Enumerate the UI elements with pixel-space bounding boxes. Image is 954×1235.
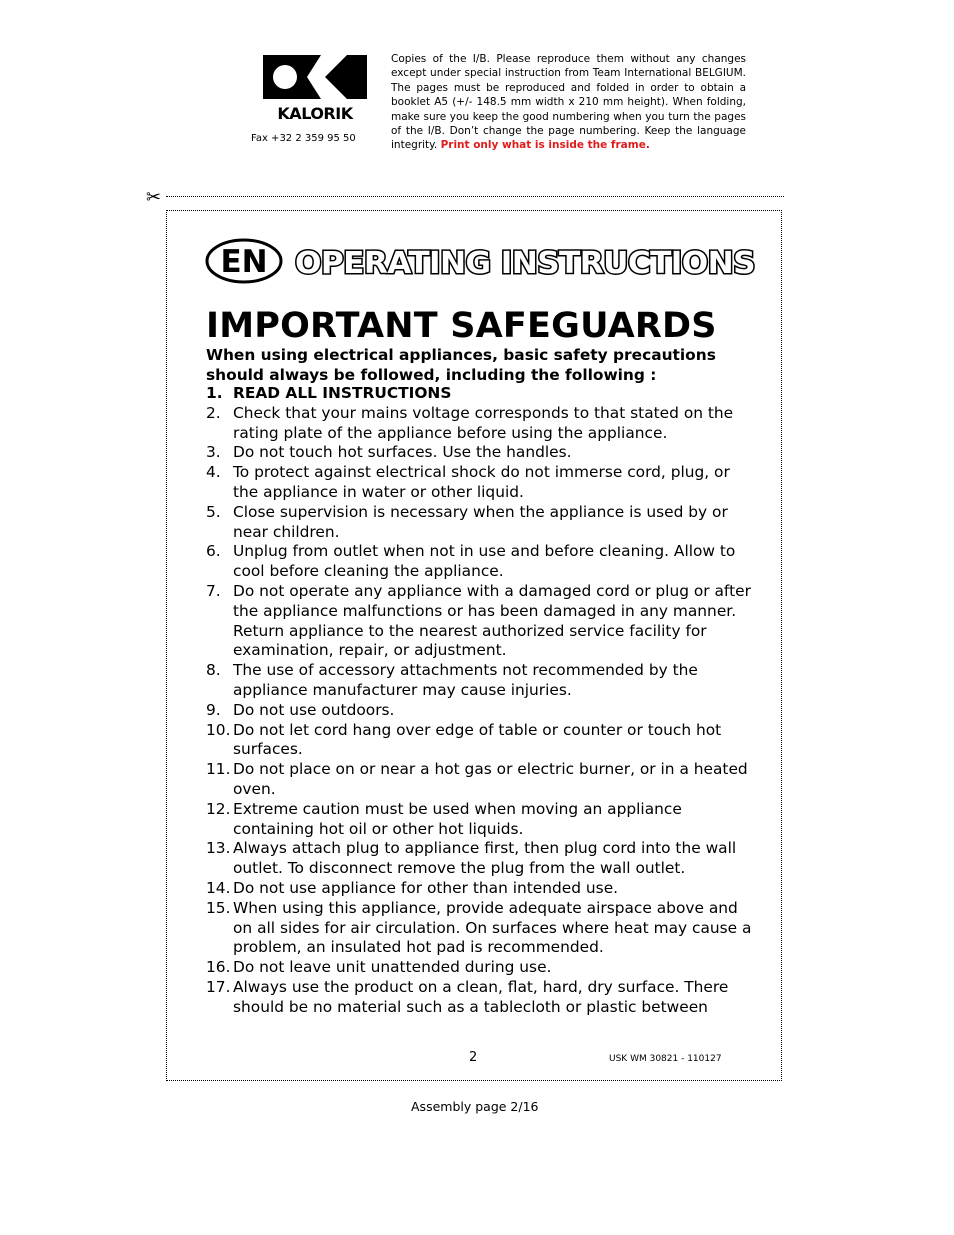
list-item	[206, 721, 754, 761]
list-item	[206, 384, 754, 404]
list-item-text: Unplug from outlet when not in use and before cleaning. Allow to cool before cleaning the appliance.	[233, 542, 736, 581]
fax-number: Fax +32 2 359 95 50	[251, 133, 356, 144]
list-item-text: Always attach plug to appliance first, then plug cord into the wall outlet. To disconnect remove the plug from the wall outlet.	[233, 839, 737, 878]
list-item	[206, 582, 754, 661]
list-item	[206, 701, 754, 721]
list-item-text: Extreme caution must be used when moving an appliance containing hot oil or other hot liquids.	[233, 799, 682, 838]
list-item-text: Do not touch hot surfaces. Use the handles.	[233, 443, 572, 462]
copy-instructions: Copies of the I/B. Please reproduce them without any changes except under special instruction from Team International BELGIUM. The pages must be reproduced and folded in order to obtain a booklet A5 (+/- 148.5 mm width x 210 mm height). When folding, make sure you keep the good numbering when you turn the pages of the I/B. Don’t change the page numbering. Keep the language integrity. Print only what is inside the frame.	[391, 53, 746, 152]
print-frame-warning: Print only what is inside the frame	[440, 139, 646, 152]
list-item-text: To protect against electrical shock do not immerse cord, plug, or the appliance in water or other liquid.	[233, 463, 730, 501]
list-item-number: 3.	[206, 443, 221, 462]
list-item	[206, 899, 754, 958]
page-title: IMPORTANT SAFEGUARDS	[206, 306, 717, 346]
list-item-number: 15.	[206, 898, 231, 917]
list-item-text: Do not leave unit unattended during use.	[233, 958, 552, 977]
list-item-text: Close supervision is necessary when the appliance is used by or near children.	[233, 502, 728, 541]
list-item-number: 13.	[206, 839, 231, 858]
list-item-number: 1.	[206, 384, 223, 402]
list-item-text: The use of accessory attachments not recommended by the appliance manufacturer may cause injuries.	[233, 661, 698, 699]
brand-name: KALORIK	[277, 104, 353, 123]
list-item-text: Do not use outdoors.	[233, 700, 395, 719]
list-item	[206, 404, 754, 444]
list-item-text: Do not let cord hang over edge of table or counter or touch hot surfaces.	[233, 720, 722, 759]
intro-text: When using electrical appliances, basic safety precautions should always be followed, including the following :	[206, 346, 716, 384]
document-code: USK WM 30821 - 110127	[609, 1054, 722, 1064]
section-heading	[204, 237, 764, 285]
list-item-text: Check that your mains voltage corresponds to that stated on the rating plate of the appliance before using the appliance.	[233, 403, 734, 442]
list-item	[206, 879, 754, 899]
list-item-number: 7.	[206, 581, 221, 600]
list-item-number: 6.	[206, 542, 221, 561]
list-item	[206, 958, 754, 978]
list-item	[206, 503, 754, 543]
list-item-number: 4.	[206, 463, 221, 482]
list-item-number: 5.	[206, 502, 221, 521]
list-item	[206, 839, 754, 879]
operating-instructions-title: OPERATING INSTRUCTIONS	[295, 246, 755, 281]
list-item	[206, 443, 754, 463]
language-code: EN	[220, 244, 268, 280]
list-item	[206, 760, 754, 800]
list-item	[206, 463, 754, 503]
list-item-text: READ ALL INSTRUCTIONS	[233, 384, 452, 402]
list-item-number: 8.	[206, 661, 221, 680]
safeguard-list	[206, 384, 754, 1018]
list-item	[206, 800, 754, 840]
list-item-number: 14.	[206, 878, 231, 897]
list-item-text: Do not place on or near a hot gas or electric burner, or in a heated oven.	[233, 760, 748, 798]
list-item-number: 9.	[206, 700, 221, 719]
list-item-number: 16.	[206, 958, 231, 977]
kalorik-logo	[263, 55, 369, 125]
list-item-number: 12.	[206, 799, 231, 818]
list-item	[206, 542, 754, 582]
cut-line	[166, 196, 784, 197]
list-item-text: Do not operate any appliance with a damaged cord or plug or after the appliance malfunctions or has been damaged in any manner. Return appliance to the nearest authorized service facility for examination, repair, or adjustment.	[233, 581, 751, 660]
list-item	[206, 978, 754, 1018]
scissors-icon: ✂	[146, 187, 162, 208]
list-item-text: Do not use appliance for other than intended use.	[233, 878, 619, 897]
list-item-text: Always use the product on a clean, flat, hard, dry surface. There should be no material such as a tablecloth or plastic between	[233, 977, 729, 1016]
list-item-number: 10.	[206, 720, 231, 739]
list-item-text: When using this appliance, provide adequate airspace above and on all sides for air circulation. On surfaces where heat may cause a problem, an insulated hot pad is recommended.	[233, 898, 752, 957]
assembly-page: Assembly page 2/16	[411, 1099, 539, 1114]
list-item	[206, 661, 754, 701]
page-number: 2	[469, 1050, 478, 1065]
list-item-number: 11.	[206, 760, 231, 779]
list-item-number: 2.	[206, 403, 221, 422]
list-item-number: 17.	[206, 977, 231, 996]
